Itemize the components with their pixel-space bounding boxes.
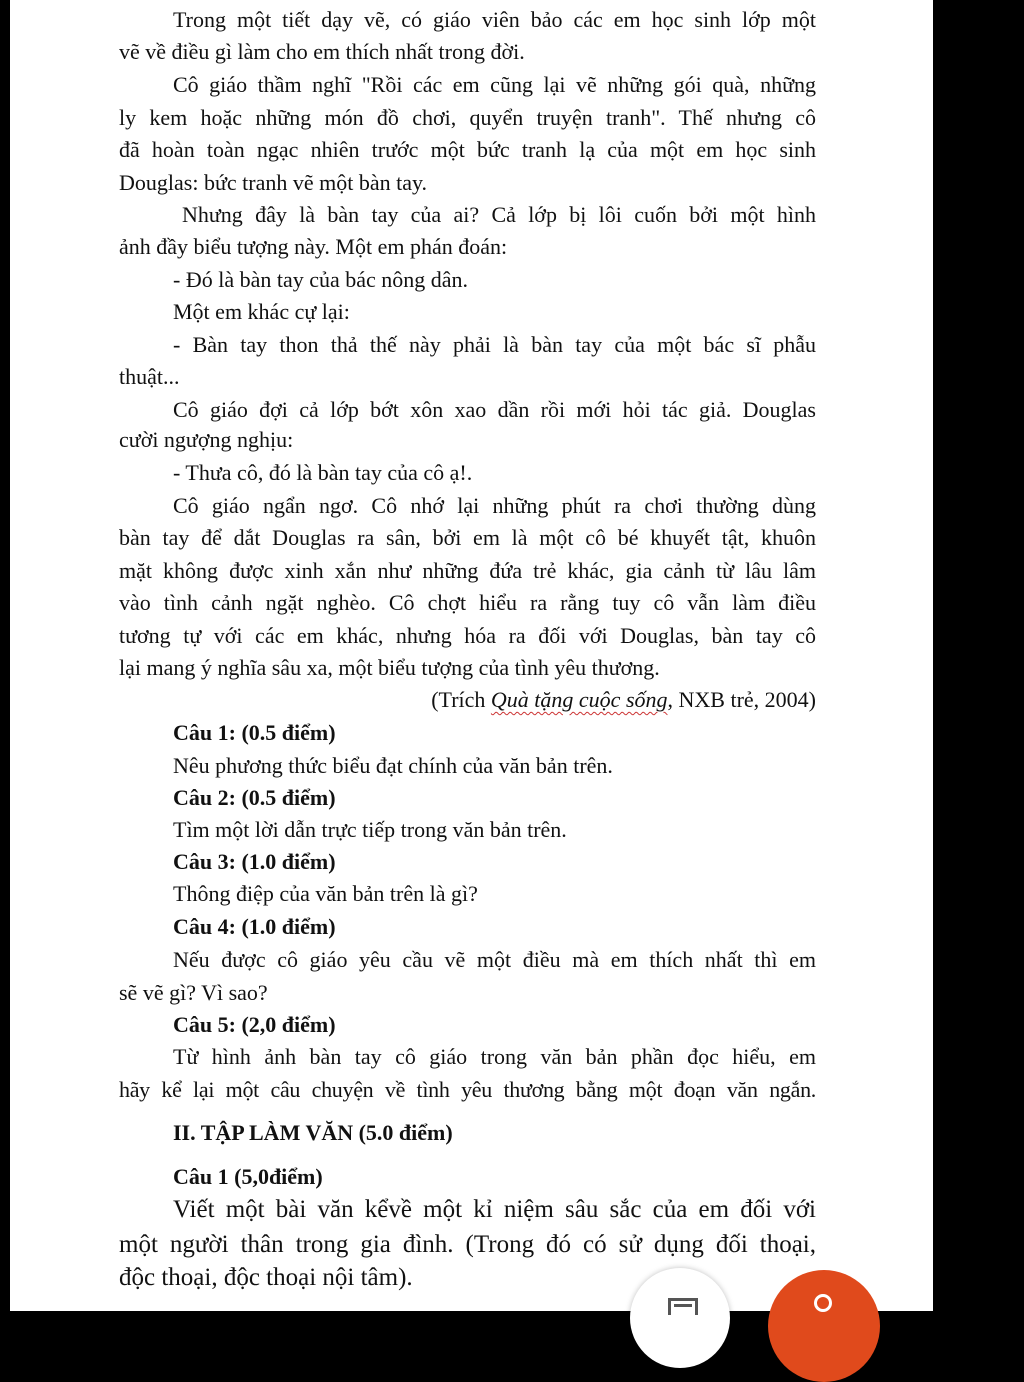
section-2-question-heading: Câu 1 (5,0điểm) xyxy=(173,1164,323,1189)
section-2-heading: II. TẬP LÀM VĂN (5.0 điểm) xyxy=(173,1120,453,1145)
text-line: Cô giáo thầm nghĩ "Rồi các em cũng lại vẽ những gói quà, những xyxy=(173,72,816,97)
text-line: vào tình cảnh ngặt nghèo. Cô chợt hiểu ra rằng tuy cô vẫn làm điều xyxy=(119,590,816,615)
document-icon xyxy=(668,1298,698,1315)
question-4-text: Nếu được cô giáo yêu cầu vẽ một điều mà em thích nhất thì em xyxy=(173,947,816,972)
question-5-text: hãy kể lại một câu chuyện về tình yêu thương bằng một đoạn văn ngắn. xyxy=(119,1077,816,1102)
text-line: bàn tay để dắt Douglas ra sân, bởi em là một cô bé khuyết tật, khuôn xyxy=(119,525,816,550)
question-2-text: Tìm một lời dẫn trực tiếp trong văn bản trên. xyxy=(173,817,567,842)
action-icon xyxy=(814,1294,832,1312)
text-line: lại mang ý nghĩa sâu xa, một biểu tượng của tình yêu thương. xyxy=(119,655,660,680)
text-line: ảnh đầy biểu tượng này. Một em phán đoán: xyxy=(119,234,508,259)
document-page xyxy=(10,0,933,1311)
text-line: thuật... xyxy=(119,364,180,389)
source-citation xyxy=(431,684,816,716)
source-suffix: , NXB trẻ, 2004) xyxy=(667,687,816,712)
text-line: - Thưa cô, đó là bàn tay của cô ạ!. xyxy=(173,460,473,485)
question-3-text: Thông điệp của văn bản trên là gì? xyxy=(173,881,478,906)
source-title: Quà tặng cuộc sống xyxy=(490,687,668,712)
question-5-text: Từ hình ảnh bàn tay cô giáo trong văn bản phần đọc hiểu, em xyxy=(173,1044,816,1069)
question-3-heading: Câu 3: (1.0 điểm) xyxy=(173,849,336,874)
text-line: Douglas: bức tranh vẽ một bàn tay. xyxy=(119,170,428,195)
action-button[interactable] xyxy=(768,1270,880,1382)
source-prefix: (Trích xyxy=(431,687,491,712)
section-2-text: một người thân trong gia đình. (Trong đó có sử dụng đối thoại, xyxy=(119,1231,816,1258)
section-2-text: độc thoại, độc thoại nội tâm). xyxy=(119,1264,413,1291)
text-line: Một em khác cự lại: xyxy=(173,299,350,324)
question-4-heading: Câu 4: (1.0 điểm) xyxy=(173,914,336,939)
text-line: ly kem hoặc những món đồ chơi, quyển truyện tranh". Thế nhưng cô xyxy=(119,105,816,130)
question-5-heading: Câu 5: (2,0 điểm) xyxy=(173,1012,336,1037)
text-line: - Đó là bàn tay của bác nông dân. xyxy=(173,267,469,292)
text-line: tương tự với các em khác, nhưng hóa ra đối với Douglas, bàn tay cô xyxy=(119,623,816,648)
question-1-heading: Câu 1: (0.5 điểm) xyxy=(173,720,336,745)
section-2-text: Viết một bài văn kểvề một kỉ niệm sâu sắc của em đối với xyxy=(173,1196,816,1223)
question-4-text: sẽ vẽ gì? Vì sao? xyxy=(119,980,268,1005)
text-line: cười ngượng nghịu: xyxy=(119,427,294,452)
text-line: mặt không được xinh xắn như những đứa trẻ khác, gia cảnh từ lâu lâm xyxy=(119,558,816,583)
document-button[interactable] xyxy=(630,1268,730,1368)
text-line: Trong một tiết dạy vẽ, có giáo viên bảo các em học sinh lớp một xyxy=(173,7,816,32)
text-line: đã hoàn toàn ngạc nhiên trước một bức tranh lạ của một em học sinh xyxy=(119,137,816,162)
question-1-text: Nêu phương thức biểu đạt chính của văn bản trên. xyxy=(173,753,613,778)
question-2-heading: Câu 2: (0.5 điểm) xyxy=(173,785,336,810)
text-line: - Bàn tay thon thả thế này phải là bàn tay của một bác sĩ phẫu xyxy=(173,332,816,357)
text-line: Cô giáo đợi cả lớp bớt xôn xao dần rồi mới hỏi tác giả. Douglas xyxy=(173,397,816,422)
text-line: vẽ về điều gì làm cho em thích nhất trong đời. xyxy=(119,39,525,64)
text-line: Nhưng đây là bàn tay của ai? Cả lớp bị lôi cuốn bởi một hình xyxy=(182,202,816,227)
text-line: Cô giáo ngẩn ngơ. Cô nhớ lại những phút ra chơi thường dùng xyxy=(173,493,816,518)
